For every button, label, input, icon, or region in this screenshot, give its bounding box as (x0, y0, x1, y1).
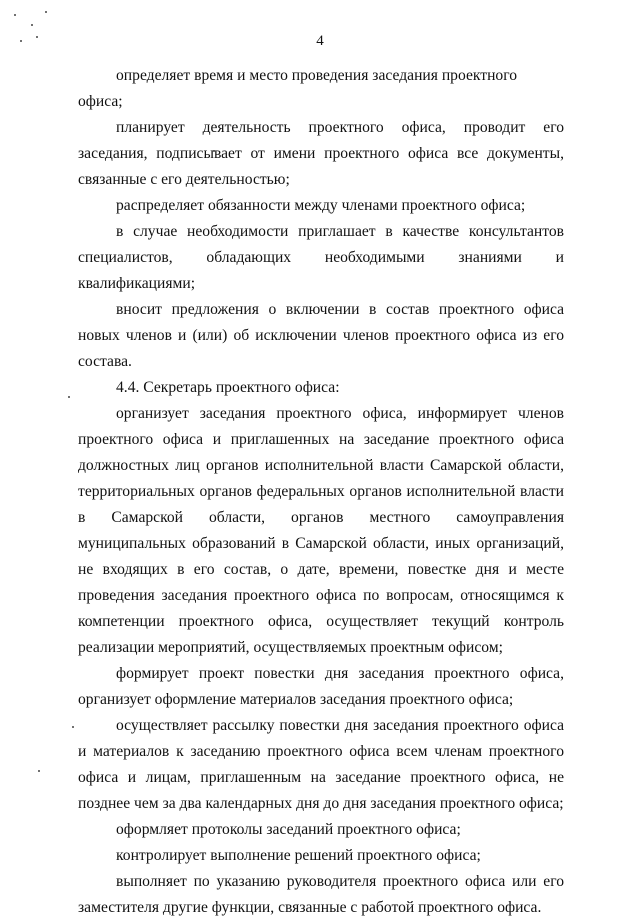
paragraph: определяет время и место проведения заседания проектного офиса; (78, 67, 518, 110)
paragraph: осуществляет рассылку повестки дня заседания проектного офиса и материалов к заседанию проектного офиса всем членам проектного офиса и лицам, приглашенным на заседание проектного офиса, не позднее чем за два календарных дня до дня заседания проектного офиса; (78, 717, 564, 812)
paragraph: выполняет по указанию руководителя проектного офиса или его заместителя другие функции, связанные с работой проектного офиса. (78, 873, 564, 916)
document-body (78, 63, 564, 921)
scan-speck (68, 396, 70, 398)
section-heading: 4.4. Секретарь проектного офиса: (116, 379, 340, 396)
page-number: 4 (316, 33, 324, 49)
scan-speck (38, 770, 40, 772)
paragraph: контролирует выполнение решений проектного офиса; (116, 847, 481, 864)
paragraph: вносит предложения о включении в состав проектного офиса новых членов и (или) об исключении членов проектного офиса из его состава. (78, 301, 564, 370)
paragraph: оформляет протоколы заседаний проектного офиса; (116, 821, 461, 838)
scan-speck (72, 726, 74, 728)
paragraph: планирует деятельность проектного офиса, проводит его заседания, подписывает от имени проектного офиса все документы, связанные с его деятельностью; (78, 119, 564, 188)
paragraph: распределяет обязанности между членами проектного офиса; (116, 197, 526, 214)
paragraph: организует заседания проектного офиса, информирует членов проектного офиса и приглашенных на заседание проектного офиса должностных лиц органов исполнительной власти Самарской области, территориальных органов федеральных органов исполнительной власти в Самарской области, органов местного самоуправления муниципальных образований в Самарской области, иных организаций, не входящих в его состав, о дате, времени, повестке дня и месте проведения заседания проектного офиса по вопросам, относящимся к компетенции проектного офиса, осуществляет текущий контроль реализации мероприятий, осуществляемых проектным офисом; (78, 405, 564, 656)
scan-speck (14, 14, 16, 16)
scan-speck (31, 24, 33, 26)
scan-speck (45, 11, 47, 13)
paragraph: в случае необходимости приглашает в качестве консультантов специалистов, обладающих необходимыми знаниями и квалификациями; (78, 223, 564, 292)
paragraph: формирует проект повестки дня заседания проектного офиса, организует оформление материалов заседания проектного офиса; (78, 665, 564, 708)
